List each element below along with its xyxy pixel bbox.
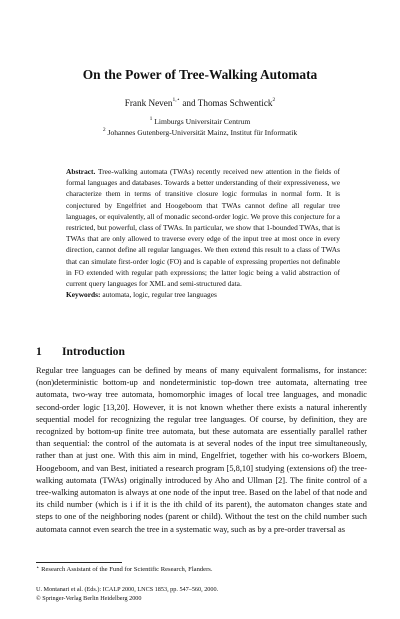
author-affiliation-mark: 1,⋆	[172, 97, 181, 103]
affiliation-mark: 2	[102, 127, 106, 133]
abstract-label: Abstract.	[66, 167, 96, 176]
intro-paragraph	[36, 365, 367, 536]
author-name: Frank Neven	[124, 98, 173, 108]
section-title: Introduction	[62, 345, 125, 358]
author-affiliation-mark: 2	[272, 97, 276, 103]
affiliation-mark: 1	[149, 116, 153, 122]
footnote-text: Research Assistant of the Fund for Scientific Research, Flanders.	[41, 566, 213, 573]
paper-title: On the Power of Tree-Walking Automata	[82, 67, 318, 82]
footnote-mark: ⋆	[36, 565, 40, 571]
copyright-line: © Springer-Verlag Berlin Heidelberg 2000	[36, 595, 142, 602]
abstract-text: Tree-walking automata (TWAs) recently received new attention in the fields of formal languages and databases. Towards a better understanding of their expressiveness, we characterize them in terms of transitive closure logic formulas in normal form. It is conjectured by Engelfriet and Hoogeboom that TWAs cannot define all regular tree languages, or equivalently, all of monadic second-order logic. We prove this conjecture for a restricted, but powerful, class of TWAs. In particular, we show that 1-bounded TWAs, that is TWAs that are only allowed to traverse every edge of the input tree at most once in every direction, cannot define all regular languages. We then extend this result to a class of TWAs that can simulate first-order logic (FO) and is capable of expressing properties not definable in FO extended with regular path expressions; the latter logic being a valid abstraction of current query languages for XML and semi-structured data.	[66, 167, 340, 289]
keywords-text: automata, logic, regular tree languages	[102, 290, 217, 299]
footnote	[36, 566, 367, 573]
author-line	[0, 98, 400, 108]
affiliation	[0, 117, 400, 126]
keywords-label: Keywords:	[66, 290, 101, 299]
affiliation	[0, 128, 400, 137]
affiliation-text: Johannes Gutenberg-Universität Mainz, Institut für Informatik	[107, 128, 298, 137]
author-conjunction: and	[180, 98, 198, 108]
section-heading	[36, 345, 125, 358]
author-name: Thomas Schwentick	[197, 98, 273, 108]
footnote-rule	[36, 562, 122, 563]
intro-text: Regular tree languages can be defined by means of many equivalent formalisms, for instance: (non)deterministic bottom-up and nondeterministic top-down tree automata, alternating tree automata, two-way tree automata, homomorphic images of local tree languages, and monadic second-order logic [13,20]. However, it is not known whether there exists a natural inherently sequential model for recognizing the regular tree languages. Of course, by definition, they are recognized by bottom-up finite tree automata, but these automata are essentially parallel rather than sequential: the control of the automata is at several nodes of the input tree simultaneously, rather than at just one. With this aim in mind, Engelfriet, together with his co-workers Bloem, Hoogeboom, and van Best, initiated a research program [5,8,10] studying (extensions of) the tree-walking automata (TWAs) originally introduced by Aho and Ullman [2]. The finite control of a tree-walking automaton is always at one node of the input tree. Based on the label of that node and its child number (which is i if it is the ith child of its parent), the automaton changes state and steps to one of the neighboring nodes (parent or child). Without the test on the child number such automata cannot even search the tree in a systematic way, such as by a pre-order traversal as	[36, 366, 367, 534]
keywords	[66, 289, 340, 300]
abstract	[66, 166, 340, 289]
affiliation-text: Limburgs Universitair Centrum	[154, 117, 251, 126]
publication-info: U. Montanari et al. (Eds.): ICALP 2000, LNCS 1853, pp. 547–560, 2000.	[36, 586, 219, 593]
section-number: 1	[36, 345, 42, 358]
